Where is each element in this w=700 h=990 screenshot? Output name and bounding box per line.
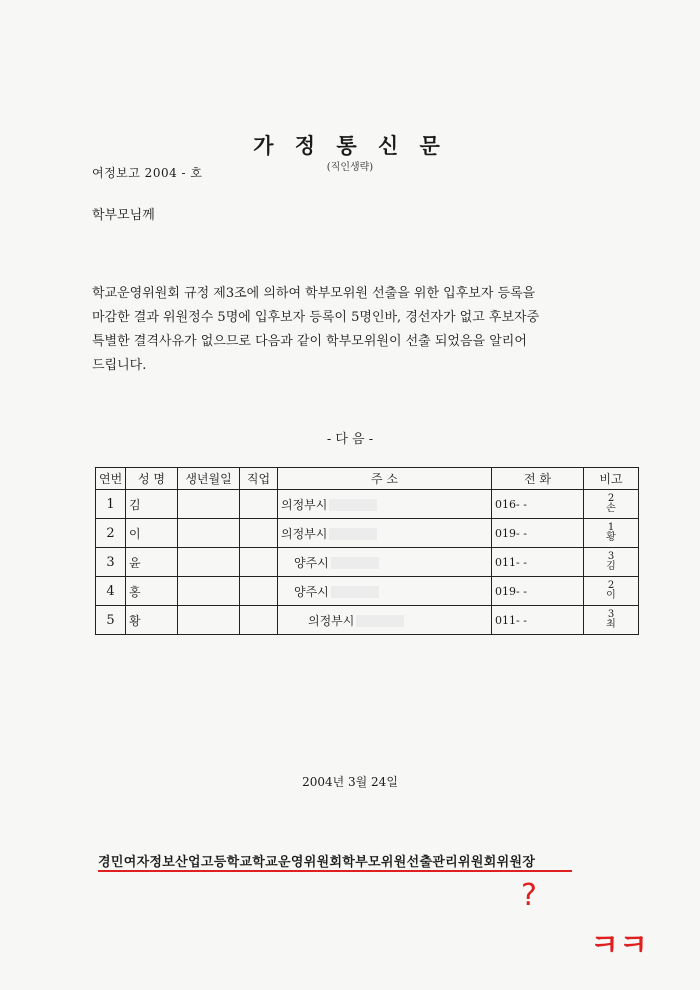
header-address: 주 소 [278, 468, 492, 490]
redaction-blur [331, 586, 379, 598]
row-birthdate [178, 519, 240, 548]
note-bottom: 이 [606, 590, 616, 601]
note-top: 3 [607, 551, 615, 562]
row-address [278, 577, 492, 606]
name-text: 홍 [129, 584, 141, 599]
row-note [584, 519, 639, 548]
section-heading: - 다 음 - [326, 432, 374, 447]
row-occupation [240, 548, 278, 577]
row-phone: 019- - [492, 577, 584, 606]
body-line: 드립니다. [92, 358, 147, 373]
table-row [96, 490, 639, 519]
row-note [584, 490, 639, 519]
row-occupation [240, 519, 278, 548]
document-date: 2004년 3월 24일 [302, 775, 398, 789]
redaction-blur [329, 528, 377, 540]
row-birthdate [178, 606, 240, 635]
header-number: 연번 [96, 468, 126, 490]
note-bottom: 손 [606, 503, 616, 514]
document-subtitle: (직인생략) [326, 162, 374, 173]
red-question-mark: ? [521, 878, 537, 913]
row-address [278, 548, 492, 577]
row-note [584, 606, 639, 635]
row-name [126, 606, 178, 635]
row-note [584, 577, 639, 606]
table-row [96, 519, 639, 548]
address-text: 의정부시 [281, 526, 328, 541]
name-text: 윤 [129, 555, 141, 570]
row-phone: 011- - [492, 606, 584, 635]
header-phone: 전 화 [492, 468, 584, 490]
name-text: 황 [129, 613, 141, 628]
row-address [278, 490, 492, 519]
notice-body [92, 282, 612, 378]
body-line: 마감한 결과 위원정수 5명에 입후보자 등록이 5명인바, 경선자가 없고 후보자중 [92, 310, 540, 325]
redaction-blur [331, 557, 379, 569]
note-bottom: 최 [606, 619, 616, 630]
row-birthdate [178, 548, 240, 577]
row-note [584, 548, 639, 577]
row-name [126, 548, 178, 577]
row-occupation [240, 577, 278, 606]
body-line: 특별한 결격사유가 없으므로 다음과 같이 학부모위원이 선출 되었음을 알리어 [92, 334, 527, 349]
document-title: 가 정 통 신 문 [253, 133, 447, 158]
redaction-blur [329, 499, 377, 511]
row-occupation [240, 606, 278, 635]
header-note: 비고 [584, 468, 639, 490]
row-phone: 011- - [492, 548, 584, 577]
row-phone: 016- - [492, 490, 584, 519]
note-top: 2 [607, 493, 615, 504]
row-number: 5 [96, 606, 126, 635]
red-underline [98, 870, 572, 872]
row-number: 2 [96, 519, 126, 548]
table-row [96, 606, 639, 635]
header-occupation: 직업 [240, 468, 278, 490]
table-row [96, 577, 639, 606]
header-birthdate: 생년월일 [178, 468, 240, 490]
note-top: 3 [607, 609, 615, 620]
row-address [278, 519, 492, 548]
table-header-row [96, 468, 639, 490]
note-top: 1 [607, 522, 615, 533]
redaction-blur [356, 615, 404, 627]
row-number: 3 [96, 548, 126, 577]
row-occupation [240, 490, 278, 519]
row-number: 1 [96, 490, 126, 519]
row-address [278, 606, 492, 635]
body-line: 학교운영위원회 규정 제3조에 의하여 학부모위원 선출을 위한 입후보자 등록을 [92, 286, 536, 301]
row-number: 4 [96, 577, 126, 606]
address-text: 의정부시 [308, 613, 355, 628]
row-phone: 019- - [492, 519, 584, 548]
note-bottom: 김 [606, 561, 616, 572]
address-text: 양주시 [294, 555, 329, 570]
header-name: 성 명 [126, 468, 178, 490]
note-top: 2 [607, 580, 615, 591]
greeting: 학부모님께 [92, 208, 155, 223]
name-text: 이 [129, 526, 141, 541]
address-text: 양주시 [294, 584, 329, 599]
signature-line: 경민여자정보산업고등학교학교운영위원회학부모위원선출관리위원회위원장 [98, 855, 536, 870]
address-text: 의정부시 [281, 497, 328, 512]
row-birthdate [178, 577, 240, 606]
row-birthdate [178, 490, 240, 519]
name-text: 김 [129, 497, 141, 512]
row-name [126, 490, 178, 519]
red-laugh-annotation: ㅋㅋ [590, 928, 648, 963]
row-name [126, 519, 178, 548]
row-name [126, 577, 178, 606]
document-number: 여정보고 2004 - 호 [92, 166, 203, 180]
table-row [96, 548, 639, 577]
note-bottom: 황 [606, 532, 616, 543]
committee-member-table [95, 467, 639, 635]
